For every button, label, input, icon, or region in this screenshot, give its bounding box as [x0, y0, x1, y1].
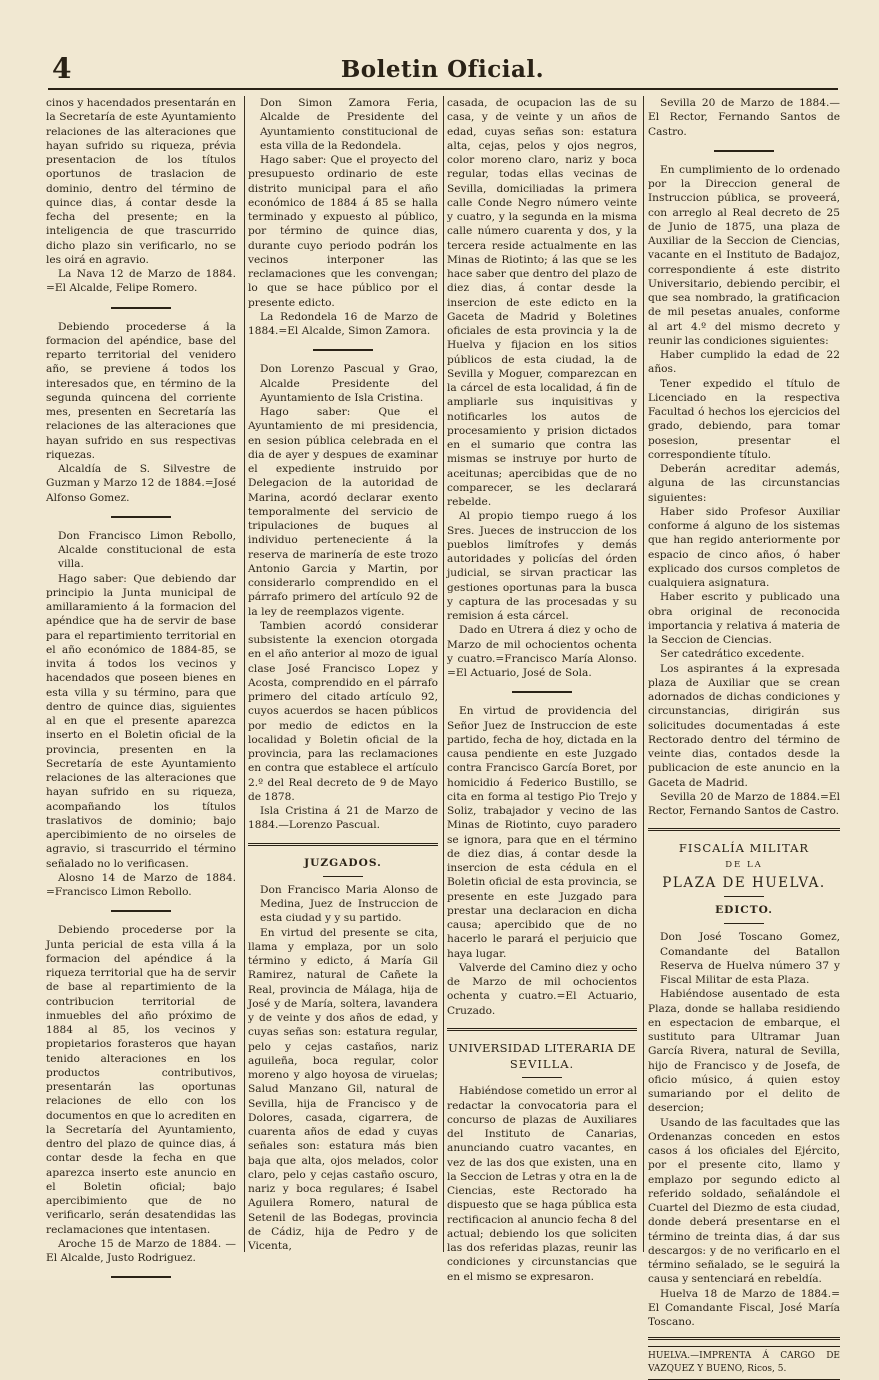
column-1 [46, 96, 236, 1262]
article-separator [313, 349, 373, 351]
article-paragraph: En virtud de providencia del Señor Juez de Instruccion de este partido, fecha de hoy, dictada en la causa pendiente en este Juzgado contra Francisco García Boret, por homicidio á Federico Bustillo, se cita en forma al testigo Pio Trejo y Soliz, trabajador y vecino de las Minas de Riotinto, cuyo paradero se ignora, para que en el término de diez dias, á contar desde la insercion de esta cédula en el Boletin oficial de esta provincia, se presente en este Juzgado para prestar una declaracion en dicha causa; apercibido que de no hacerlo le parará el perjuicio que haya lugar. [447, 705, 637, 960]
page-number: 4 [52, 52, 72, 85]
condition-item: Ser catedrático excedente. [660, 648, 805, 661]
article-continuation: cinos y hacendados presentarán en la Secretaría de este Ayuntamiento relaciones de las alteraciones que hayan sufrido su riqueza, prévia presentacion de los títulos oportunos de traslacion de dominio, dentro del término de quince dias, á contar desde la fecha del presente; en la inteligencia de que trascurrido dicho plazo sin verificarlo, no se les oirá en agravio. [46, 97, 236, 266]
article-paragraph: Al propio tiempo ruego á los Sres. Jueces de instruccion de los pueblos limítrofes y demás autoridades y policías del órden judicial, se sirvan practicar las gestiones oportunas para la busca y captura de las procesadas y su remision á esta cárcel. [447, 510, 637, 622]
article-separator [111, 910, 171, 912]
section-rule [648, 1337, 840, 1340]
section-rule [248, 843, 438, 846]
masthead-title: Boletin Oficial. [340, 56, 545, 83]
article-paragraph: En virtud del presente se cita, llama y emplaza, por un solo término y edicto, á María Gil Ramirez, natural de Cañete la Real, provincia de Málaga, hija de José y de María, soltera, lavandera y de veinte y dos años de edad, y cuyas señas son: estatura regular, pelo y cejas castaños, nariz aguileña, boca regular, color moreno y algo hoyosa de viruelas; Salud Manzano Gil, natural de Sevilla, hija de Francisco y de Dolores, casada, cigarrera, de cuarenta años de edad y cuyas señales son: estatura más bien baja que alta, ojos melados, color claro, pelo y cejas castaño oscuro, nariz y boca regulares; é Isabel Aguilera Romero, natural de Setenil de las Bodegas, provincia de Cádiz, hija de Pedro y de Vicenta, [248, 926, 438, 1252]
article-continuation: casada, de ocupacion las de su casa, y de veinte y un años de edad, cuyas señas son: estatura alta, cejas, pelos y ojos negros, color moreno claro, nariz y boca regular, todas ellas vecinas de Sevilla, domiciliadas la primera calle Conde Negro número veinte y cuatro, y la segunda en la misma calle número cuarenta y dos, y la tercera reside actualmente en las Minas de Riotinto; á las que se les hace saber que dentro del plazo de diez dias, á contar desde la insercion de este edicto en la Gaceta de Madrid y Boletines oficiales de esta provincia y la de Huelva y fijacion en los sitios públicos de esta ciudad, la de Sevilla y Moguer, comparezcan en la cárcel de esta localidad, á fin de ampliarle sus inquisitivas y notificarles los autos de procesamiento y prision dictados en el sumario que contra las mismas se instruye por hurto de aceitunas; apercibidas que de no comparecer, se les declarará rebelde. [447, 97, 637, 508]
column-3 [447, 96, 637, 1283]
section-heading-juzgados: JUZGADOS. [304, 856, 382, 869]
article-signature: La Nava 12 de Marzo de 1884. =El Alcalde, Felipe Romero. [46, 268, 236, 295]
edicto-heading: EDICTO. [715, 904, 773, 916]
fiscalia-heading-plaza: PLAZA DE HUELVA. [662, 874, 826, 891]
article-signature: Alcaldía de S. Silvestre de Guzman y Marzo 12 de 1884.=José Alfonso Gomez. [46, 463, 236, 504]
column-divider [443, 96, 444, 1252]
article-signature: Valverde del Camino diez y ocho de Marzo de mil ochocientos ochenta y cuatro.=El Actuario, Cruzado. [447, 961, 637, 1017]
condition-item: Tener expedido el título de Licenciado en la respectiva Facultad ó hechos los ejercicios del grado, debiendo, para tomar posesion, presentar el correspondiente título. [648, 377, 840, 461]
article-signature: Isla Cristina á 21 de Marzo de 1884.—Lorenzo Pascual. [248, 805, 438, 832]
article-paragraph: Habiéndose cometido un error al redactar la convocatoria para el concurso de plazas de Auxiliares del Instituto de Canarias, anunciando cuatro vacantes, en vez de las dos que existen, una en la Seccion de Letras y otra en la de Ciencias, este Rectorado ha dispuesto que se haga pública esta rectificacion al anuncio fecha 8 del actual; debiendo los que soliciten las dos referidas plazas, reunir las condiciones y circunstancias que en el mismo se expresaron. [447, 1085, 637, 1283]
article-paragraph: Hago saber: Que el proyecto del presupuesto ordinario de este distrito municipal para el año económico de 1884 á 85 se halla terminado y expuesto al público, por término de quince dias, durante cuyo periodo podrán los vecinos interponer las reclamaciones que les convengan; lo que se hace público por el presente edicto. [248, 154, 438, 309]
column-divider [643, 96, 644, 1252]
article-signature: Aroche 15 de Marzo de 1884. —El Alcalde, Justo Rodriguez. [46, 1237, 236, 1264]
article-heading: Don Francisco Limon Rebollo, Alcalde constitucional de esta villa. [58, 529, 236, 571]
column-2 [248, 96, 438, 1262]
article-separator [111, 516, 171, 518]
university-heading-line2: SEVILLA. [509, 1057, 575, 1071]
ornament-rule [522, 1077, 562, 1078]
article-paragraph: Tambien acordó considerar subsistente la exencion otorgada en el año anterior al mozo de igual clase José Francisco Lopez y Acosta, comprendido en el párrafo primero del citado artículo 92, cuyos acuerdos se hacen públicos por medio de edictos en la localidad y Boletin oficial de la provincia, para las reclamaciones en contra que establece el artículo 2.º del Real decreto de 9 de Mayo de 1878. [248, 619, 438, 803]
ornament-rule [724, 896, 764, 897]
article-separator [512, 691, 572, 693]
article-paragraph: Los aspirantes á la expresada plaza de Auxiliar que se crean adornados de dichas condiciones y circunstancias, dirigirán sus solicitudes documentadas á este Rectorado dentro del término de veinte dias, contados desde la publicacion de este anuncio en la Gaceta de Madrid. [648, 662, 840, 789]
article-paragraph: En cumplimiento de lo ordenado por la Direccion general de Instruccion pública, se proveerá, con arreglo al Real decreto de 25 de Junio de 1875, una plaza de Auxiliar de la Seccion de Ciencias, vacante en el Instituto de Badajoz, correspondiente á este distrito Universitario, debiendo percibir, el que sea nombrado, la gratificacion de mil pesetas anuales, conforme al art 4.º del mismo decreto y reunir las condiciones siguientes: [648, 163, 840, 347]
article-paragraph: Hago saber: Que debiendo dar principio la Junta municipal de amillaramiento á la formacion del apéndice que ha de servir de base para el repartimiento territorial en el año económico de 1884-85, se invita á todos los vecinos y hacendados que poseen bienes en esta villa y su término, para que dentro de quince dias, siguientes al en que el presente aparezca inserto en el Boletin oficial de la provincia, presenten en la Secretaría de este Ayuntamiento relaciones de las alteraciones que hayan sufrido en su riqueza, acompañando los títulos traslativos de dominio; bajo apercibimiento de no oirseles de agravio, si trascurrido el término señalado no lo verificasen. [46, 572, 236, 870]
article-heading: Don José Toscano Gomez, Comandante del Batallon Reserva de Huelva número 37 y Fiscal Militar de esta Plaza. [660, 931, 840, 986]
article-paragraph: Usando de las facultades que las Ordenanzas conceden en estos casos á los oficiales del Ejército, por el presente cito, llamo y emplazo por segundo edicto al referido soldado, señalándole el Cuartel del Diezmo de esta ciudad, donde deberá presentarse en el término de treinta dias, á dar sus descargos: y de no verificarlo en el término señalado, se le seguirá la causa y sentenciará en rebeldía. [648, 1116, 840, 1286]
article-separator [111, 307, 171, 309]
fiscalia-heading: FISCALÍA MILITAR [678, 841, 810, 856]
article-paragraph: Debiendo procederse por la Junta pericial de esta villa á la formacion del apéndice á la riqueza territorial que ha de servir de base al repartimiento de la contribucion territorial de inmuebles del año próximo de 1884 al 85, los vecinos y propietarios forasteros que hayan tenido alteraciones en los productos contributivos, presentarán las oportunas relaciones de ello con los documentos en que lo acrediten en la Secretaría del Ayuntamiento, dentro del plazo de quince dias, á contar desde la fecha en que aparezca inserto este anuncio en el Boletin oficial; bajo apercibimiento que de no verificarlo, serán desatendidas las reclamaciones que intentasen. [46, 924, 236, 1236]
section-rule [447, 1028, 637, 1031]
article-paragraph: Debiendo procederse á la formacion del apéndice, base del reparto territorial del venidero año, se previene á todos los interesados que, en término de la segunda quincena del corriente mes, presenten en Secretaría las relaciones de las alteraciones que hayan sufrido en sus respectivas riquezas. [46, 320, 236, 461]
article-separator [111, 1276, 171, 1278]
column-divider [244, 96, 245, 1252]
printer-imprint: HUELVA.—IMPRENTA Á CARGO DE VAZQUEZ Y BUENO, Ricos, 5. [648, 1346, 840, 1380]
article-signature: Sevilla 20 de Marzo de 1884.— El Rector, Fernando Santos de Castro. [648, 97, 840, 138]
condition-item: Haber sido Profesor Auxiliar conforme á alguno de los sistemas que han regido anteriormente por espacio de cinco años, ó haber explicado dos cursos completos de cualquiera asignatura. [648, 505, 840, 589]
condition-item: Deberán acreditar además, alguna de las circunstancias siguientes: [648, 463, 840, 504]
article-paragraph: Habiéndose ausentado de esta Plaza, donde se hallaba residiendo en espectacion de embarque, el sustituto para Ultramar Juan García Rivera, natural de Sevilla, hijo de Francisco y de Josefa, de oficio músico, á quien estoy sumariando por el delito de desercion; [648, 988, 840, 1115]
column-4 [648, 96, 840, 1375]
section-rule [648, 828, 840, 831]
article-signature: Alosno 14 de Marzo de 1884. =Francisco Limon Rebollo. [46, 871, 236, 898]
condition-item: Haber escrito y publicado una obra original de reconocida importancia y relativa á materia de la Seccion de Ciencias. [648, 591, 840, 646]
article-heading: Don Francisco Maria Alonso de Medina, Juez de Instruccion de esta ciudad y y su partido. [260, 883, 438, 925]
fiscalia-heading-de-la: DE LA [725, 859, 763, 870]
header-rule [48, 88, 838, 90]
article-signature: Huelva 18 de Marzo de 1884.= El Comandante Fiscal, José María Toscano. [648, 1287, 840, 1328]
ornament-rule [323, 876, 363, 877]
article-signature: La Redondela 16 de Marzo de 1884.=El Alcalde, Simon Zamora. [248, 310, 438, 337]
article-signature: Dado en Utrera á diez y ocho de Marzo de mil ochocientos ochenta y cuatro.=Francisco María Alonso. =El Actuario, José de Sola. [447, 624, 637, 679]
article-heading: Don Simon Zamora Feria, Alcalde de Presidente del Ayuntamiento constitucional de esta villa de la Redondela. [260, 97, 438, 152]
university-heading-line1: UNIVERSIDAD LITERARIA DE [448, 1040, 636, 1055]
condition-item: Haber cumplido la edad de 22 años. [648, 349, 840, 376]
article-separator [714, 150, 774, 152]
article-heading: Don Lorenzo Pascual y Grao, Alcalde Presidente del Ayuntamiento de Isla Cristina. [260, 363, 438, 404]
page-header [50, 52, 835, 88]
article-paragraph: Hago saber: Que el Ayuntamiento de mi presidencia, en sesion pública celebrada en el dia de ayer y despues de examinar el expediente instruido por Delegacion de la autoridad de Marina, acordó declarar exento temporalmente del servicio de tripulaciones de buques al individuo perteneciente á la reserva de marinería de este trozo Antonio Garcia y Martin, por considerarlo comprendido en el párrafo primero del artículo 92 de la ley de reemplazos vigente. [248, 406, 438, 618]
ornament-rule [724, 923, 764, 924]
article-signature: Sevilla 20 de Marzo de 1884.=El Rector, Fernando Santos de Castro. [648, 790, 840, 817]
